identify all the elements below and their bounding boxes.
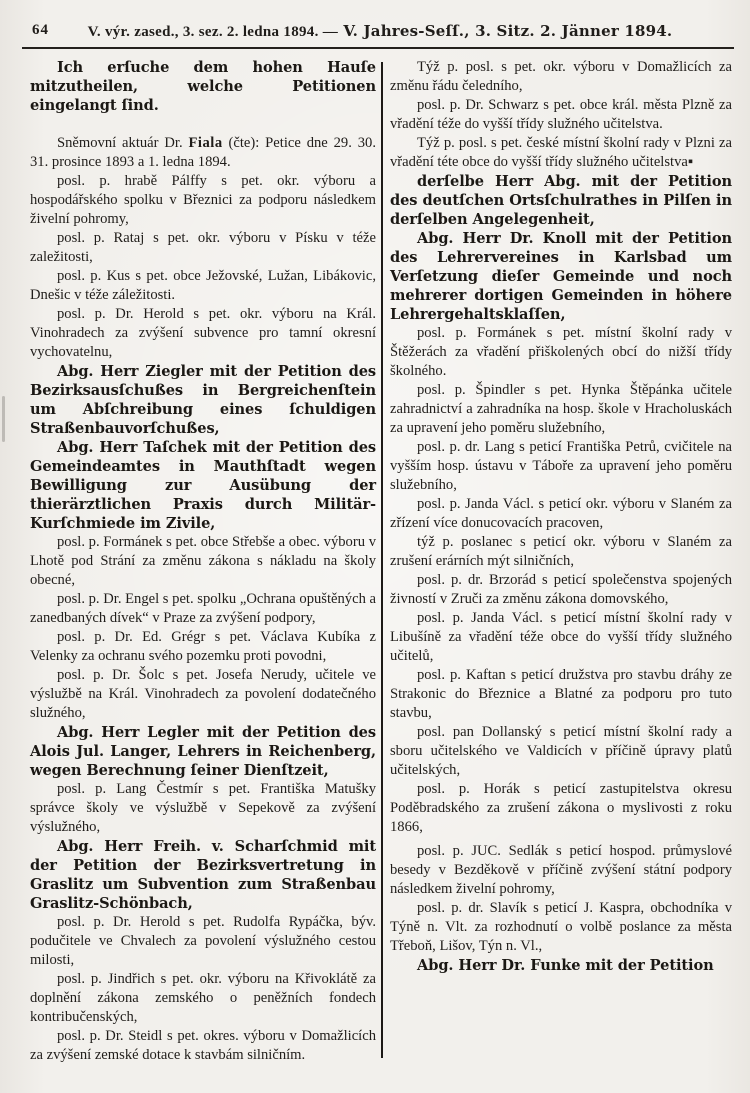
paragraph: Sněmovní aktuár Dr. Fiala (čte): Petice dne 29. 30. 31. prosince 1893 a 1. ledna 1894. [30,135,376,170]
paragraph: Abg. Herr Dr. Funke mit der Petition [417,957,714,974]
paragraph: posl. p. Dr. Ed. Grégr s pet. Václava Kubíka z Velenky za ochranu svého pozemku proti povodni, [30,629,376,664]
paragraph: posl. p. Rataj s pet. okr. výboru v Písku v téže zaležitosti, [30,230,376,265]
scan-edge-artifact [2,396,5,442]
column-divider-rule [381,62,383,1058]
paragraph: Abg. Herr Taſchek mit der Petition des Gemeindeamtes in Mauthſtadt wegen Bewilligung zur Ausübung der thierärztlichen Praxis durch Militär-Kurſchmiede im Zivile, [30,439,376,532]
paragraph: posl. p. Janda Václ. s peticí okr. výboru v Slaném za zřízení více donucovacích pracoven, [390,496,732,531]
page-number: 64 [32,22,49,38]
paragraph: posl. p. hrabě Pálffy s pet. okr. výboru a hospodářského spolku v Březnici za podporu následkem živelní pohromy, [30,173,376,227]
paragraph: Týž p. posl. s pet. okr. výboru v Domažlicích za změnu řádu čeledního, [390,59,732,94]
paragraph: posl. p. Dr. Šolc s pet. Josefa Nerudy, učitele ve výslužbě na Král. Vinohradech za povolení dodatečného služného, [30,667,376,721]
running-title-czech: V. výr. zased., 3. sez. 2. ledna 1894. — [87,24,338,40]
paragraph: Abg. Herr Ziegler mit der Petition des Bezirksausſchußes in Bergreichenſtein um Abſchreibung eines ſchuldigen Straßenbauvorſchußes, [30,363,376,437]
paragraph: posl. p. Janda Václ. s peticí místní školní rady v Libušíně za vřadění téže obce do vyšší třídy služného učitelů, [390,610,732,664]
paragraph: posl. p. dr. Brzorád s peticí společenstva spojených živností v Zruči za změnu zákona domovského, [390,572,732,607]
paragraph: posl. p. dr. Slavík s peticí J. Kaspra, obchodníka v Týně n. Vlt. za rozhodnutí o volbě poslance za města Třeboň, Lišov, Týn n. Vl., [390,900,732,954]
paragraph: posl. p. Kus s pet. obce Ježovské, Lužan, Libákovic, Dnešic v téže záležitosti. [30,268,376,303]
paragraph: posl. p. Dr. Herold s pet. okr. výboru na Král. Vinohradech za zvýšení subvence pro tamní okresní vychovatelnu, [30,306,376,360]
paragraph: Ich erſuche dem hohen Hauſe mitzutheilen, welche Petitionen eingelangt ſind. [30,59,376,114]
paragraph: Abg. Herr Freih. v. Scharſchmid mit der Petition der Bezirksvertretung in Graslitz um Subvention zum Straßenbau Graslitz-Schönbach, [30,838,376,912]
paragraph: posl. p. Špindler s pet. Hynka Štěpánka učitele zahradnictví a zahradníka na hosp. škole v Hracholuskách za upravení jeho poměru služebního, [390,382,732,436]
paragraph: posl. p. dr. Lang s peticí Františka Petrů, cvičitele na vyšším hosp. ústavu v Táboře za upravení jeho poměru služebního, [390,439,732,493]
running-title-german: V. Jahres-Seſſ., 3. Sitz. 2. Jänner 1894. [338,22,673,40]
paragraph: Týž p. posl. s pet. české místní školní rady v Plzni za vřadění téte obce do vyšší třídy služného učitelstva▪ [390,135,732,170]
paragraph: Abg. Herr Dr. Knoll mit der Petition des Lehrervereines in Karlsbad um Verſetzung dieſer Gemeinde und noch mehrerer dortigen Gemeinden in höhere Lehrergehaltsklaſſen, [390,230,732,323]
paragraph: posl. p. Formánek s pet. místní školní rady v Štěžerách za vřadění přiškolených obcí do nižší třídy školného. [390,325,732,379]
header-rule [22,47,734,49]
page-header [30,22,730,44]
paragraph: posl. p. Formánek s pet. obce Střebše a obec. výboru v Lhotě pod Strání za změnu zákona s nákladu na školy obecné, [30,534,376,588]
paragraph: posl. p. JUC. Sedlák s peticí hospod. průmyslové besedy v Bezděkově v příčině zvýšení státní podpory následkem živelní pohromy, [390,843,732,897]
paragraph: posl. pan Dollanský s peticí místní školní rady a sboru učitelského ve Valdicích v příčině úpravy platů učitelských, [390,724,732,778]
paragraph: posl. p. Horák s peticí zastupitelstva okresu Poděbradského za zrušení zákona o myslivosti z roku 1866, [390,781,732,835]
running-title [30,22,730,41]
paragraph: Abg. Herr Legler mit der Petition des Alois Jul. Langer, Lehrers in Reichenberg, wegen Berechnung ſeiner Dienſtzeit, [30,724,376,779]
paragraph: posl. p. Lang Čestmír s pet. Františka Matušky správce školy ve výslužbě v Sepekově za zvýšení výslužného, [30,781,376,835]
paragraph: týž p. poslanec s peticí okr. výboru v Slaném za zrušení erárních mýt silničních, [390,534,732,569]
paragraph: posl. p. Jindřich s pet. okr. výboru na Křivoklátě za doplnění zákona zemského o peněžních fondech kontribučenských, [30,971,376,1025]
paragraph: derſelbe Herr Abg. mit der Petition des deutſchen Ortsſchulrathes in Pilſen in derſelben Angelegenheit, [390,173,732,228]
paragraph: posl. p. Dr. Schwarz s pet. obce král. města Plzně za vřadění téže do vyšší třídy služného učitelstva. [390,97,732,132]
paragraph: posl. p. Kaftan s peticí družstva pro stavbu dráhy ze Strakonic do Březnice a Blatné za podporu pro tuto stavbu, [390,667,732,721]
paragraph: posl. p. Dr. Herold s pet. Rudolfa Rypáčka, býv. podučitele ve Chvalech za povolení výslužného cestou milosti, [30,914,376,968]
paragraph: posl. p. Dr. Steidl s pet. okres. výboru v Domažlicích za zvýšení zemské dotace k stavbám silničním. [30,1028,376,1063]
column-right [390,58,732,975]
paragraph: posl. p. Dr. Engel s pet. spolku „Ochrana opuštěných a zanedbaných dívek“ v Praze za zvýšení podpory, [30,591,376,626]
column-left [30,58,376,1065]
